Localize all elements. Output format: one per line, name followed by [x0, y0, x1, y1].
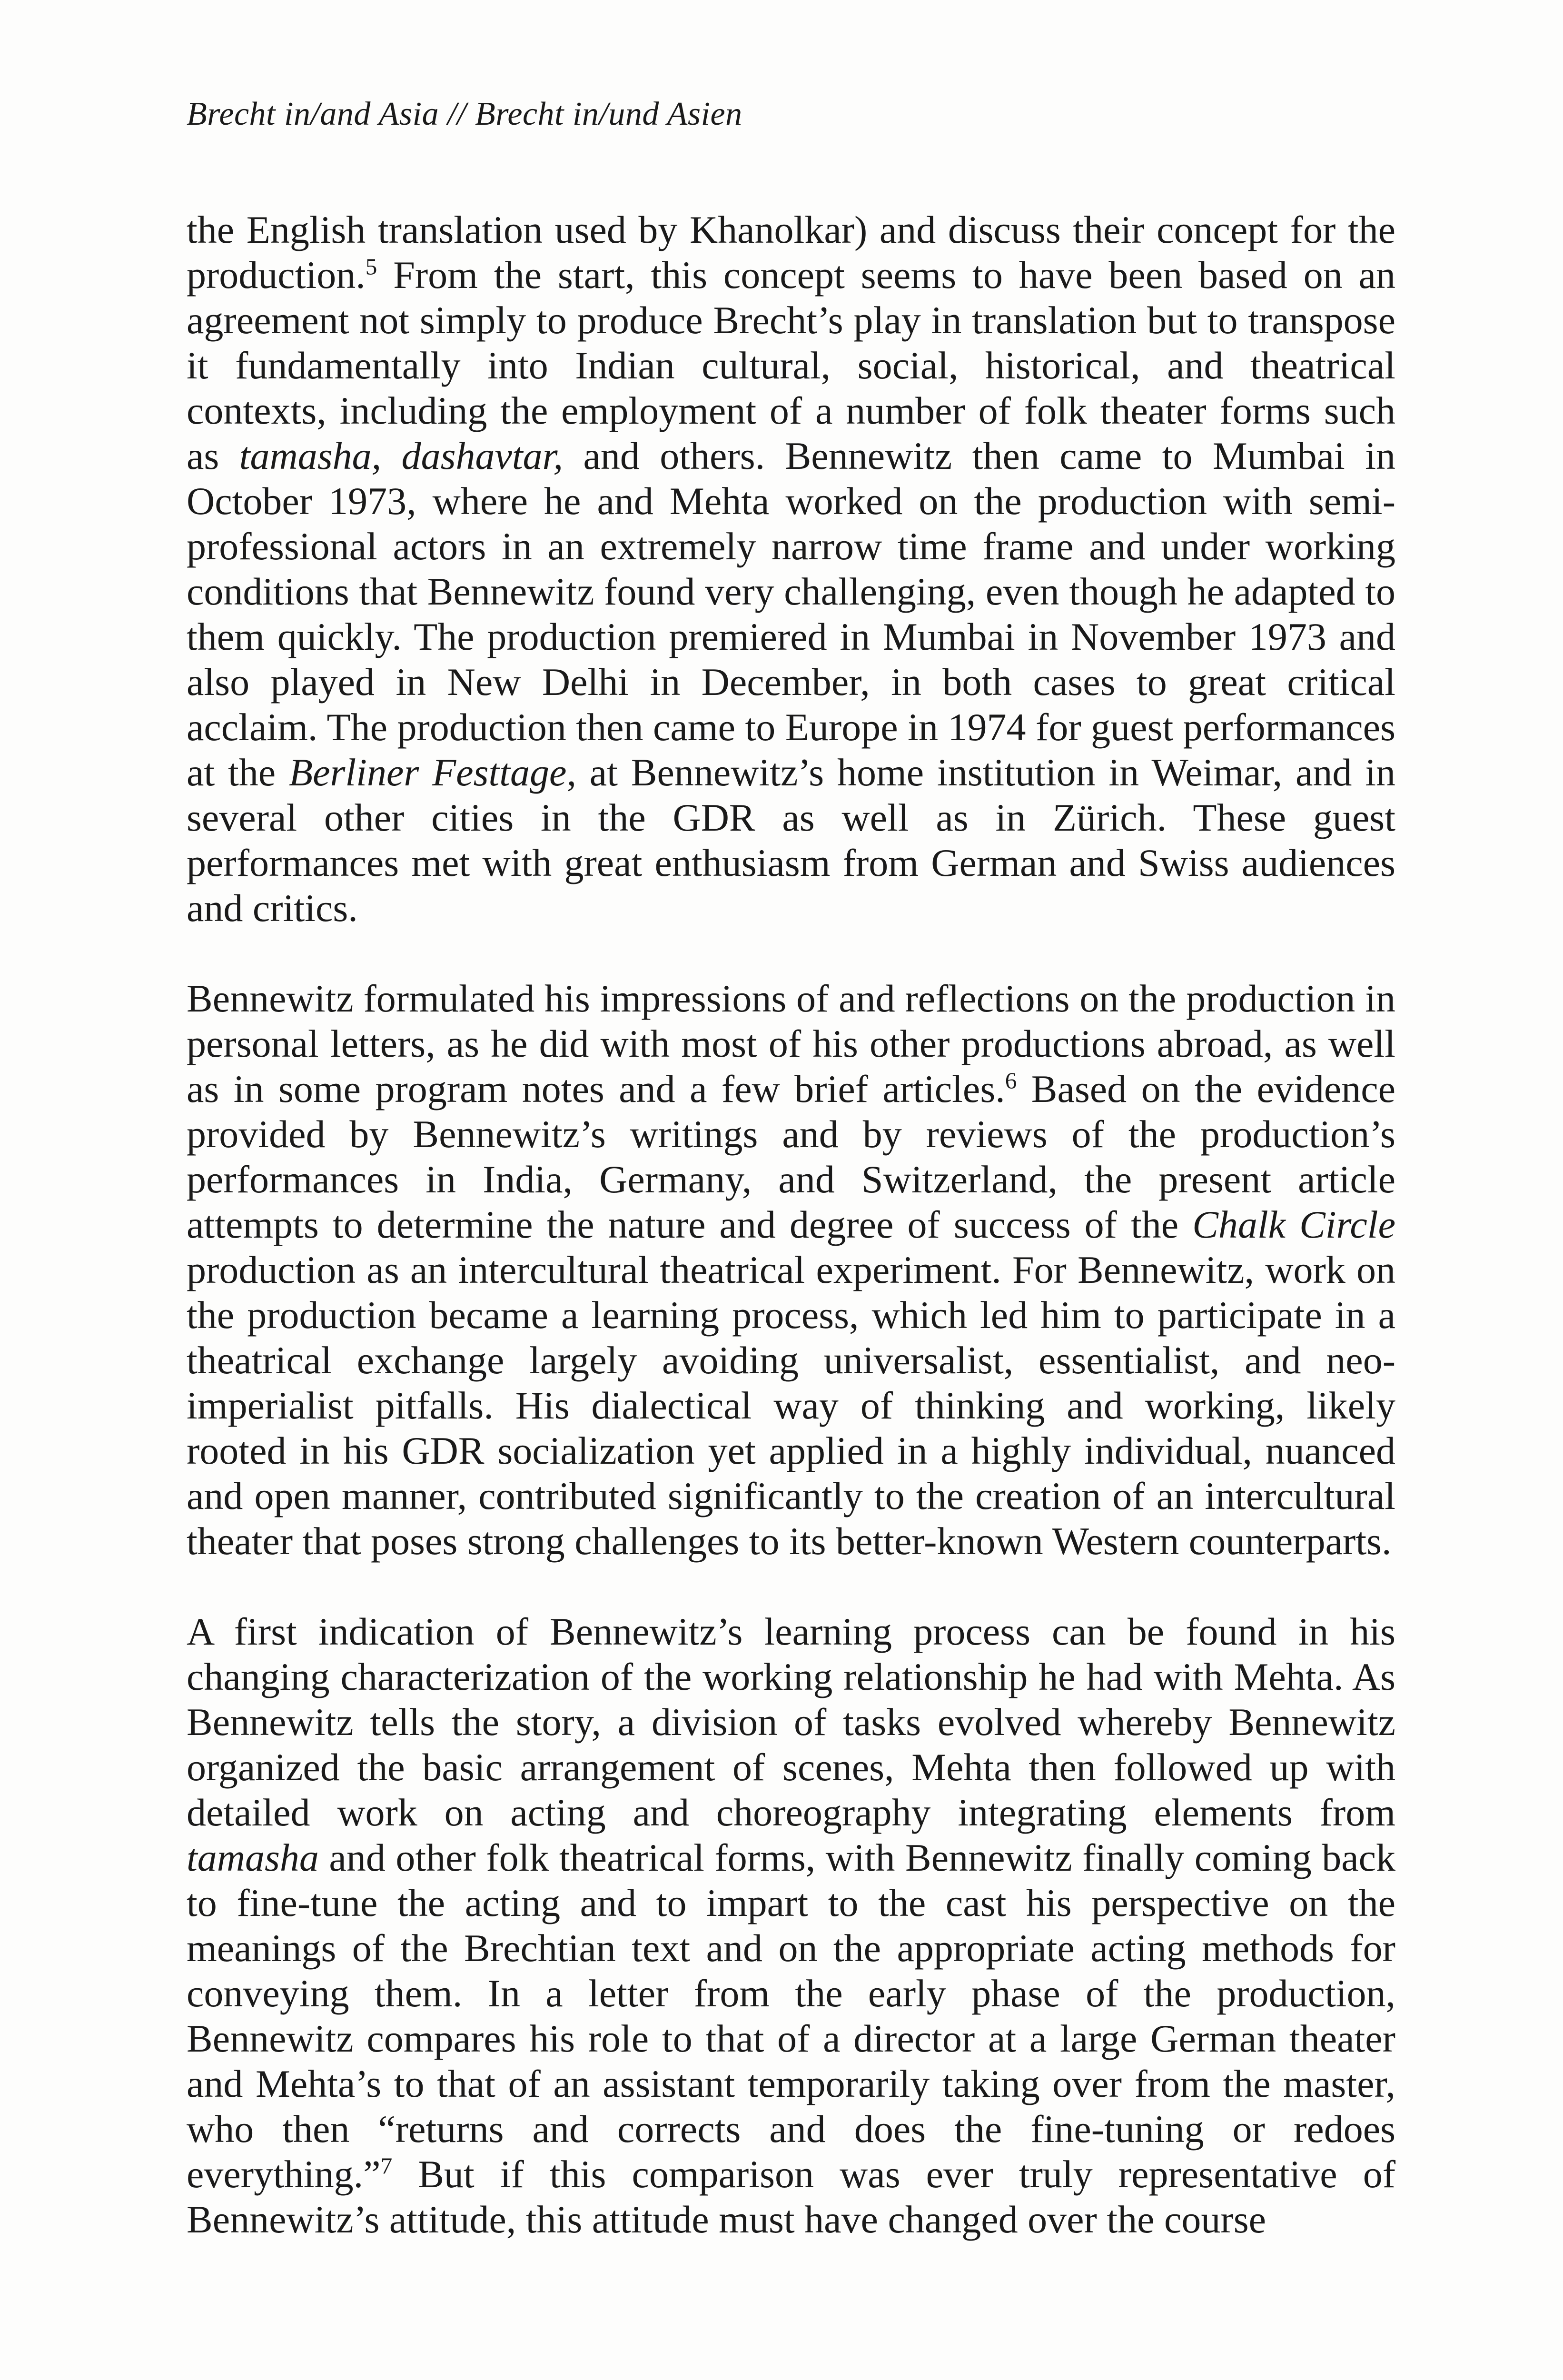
text-span: Bennewitz formulated his impressions of and reflections on the production in personal letters, as he did with most of his other productions abroad, as well as in some program notes and a few brief articles. — [187, 977, 1395, 1111]
paragraph — [187, 207, 1395, 931]
text-span: and other folk theatrical forms, with Bennewitz finally coming back to fine-tune the acting and to impart to the cast his perspective on the meanings of the Brechtian text and on the appropriate acting methods for conveying them. In a letter from the early phase of the production, Bennewitz compares his role to that of a director at a large German theater and Mehta’s to that of an assistant temporarily taking over from the master, who then “returns and corrects and does the fine-tuning or redoes everything.” — [187, 1836, 1395, 2196]
footnote-marker: 5 — [365, 253, 377, 280]
text-span: From the start, this concept seems to have been based on an agreement not simply to produce Brecht’s play in translation but to transpose it fundamentally into Indian cultural, social, historical, and theatrical contexts, including the employment of a number of folk theater forms such as — [187, 253, 1395, 477]
text-span: production as an intercultural theatrical experiment. For Bennewitz, work on the production became a learning process, which led him to participate in a theatrical exchange largely avoiding universalist, essentialist, and neo-imperialist pitfalls. His dialectical way of thinking and working, likely rooted in his GDR socialization yet applied in a highly individual, nuanced and open manner, contributed significantly to the creation of an intercultural theater that poses strong challenges to its better-known Western counterparts. — [187, 1248, 1395, 1563]
text-span: Based on the evidence provided by Bennewitz’s writings and by reviews of the production’s performances in India, Germany, and Switzerland, the present article attempts to determine the nature and degree of success of the — [187, 1067, 1396, 1246]
text-span: A first indication of Bennewitz’s learning process can be found in his changing characterization of the working relationship he had with Mehta. As Bennewitz tells the story, a division of tasks evolved whereby Bennewitz organized the basic arrangement of scenes, Mehta then followed up with detailed work on acting and choreography integrating elements from — [187, 1610, 1395, 1834]
text-span: and others. Bennewitz then came to Mumbai in October 1973, where he and Mehta worked on the production with semi-professional actors in an extremely narrow time frame and under working conditions that Bennewitz found very challenging, even though he adapted to them quickly. The production premiered in Mumbai in November 1973 and also played in New Delhi in December, in both cases to great critical acclaim. The production then came to Europe in 1974 for guest performances at the — [187, 434, 1396, 794]
paragraph — [187, 1609, 1395, 2242]
text-span: But if this comparison was ever truly representative of Bennewitz’s attitude, this attitude must have changed over the course — [187, 2152, 1395, 2241]
text-span: the English translation used by Khanolkar) and discuss their concept for the production. — [187, 208, 1395, 297]
italic-span: tamasha, dashavtar, — [239, 434, 564, 477]
running-head: Brecht in/and Asia // Brecht in/und Asien — [187, 96, 742, 132]
text-span: at Bennewitz’s home institution in Weimar, and in several other cities in the GDR as well as in Zürich. These guest performances met with great enthusiasm from German and Swiss audiences and critics. — [187, 751, 1396, 930]
italic-span: Berliner Festtage, — [289, 751, 576, 794]
footnote-marker: 7 — [380, 2152, 393, 2179]
italic-span: Chalk Circle — [1192, 1203, 1395, 1246]
footnote-marker: 6 — [1005, 1067, 1017, 1094]
paragraph — [187, 976, 1395, 1564]
body-text — [187, 207, 1395, 2242]
italic-span: tamasha — [187, 1836, 319, 1879]
